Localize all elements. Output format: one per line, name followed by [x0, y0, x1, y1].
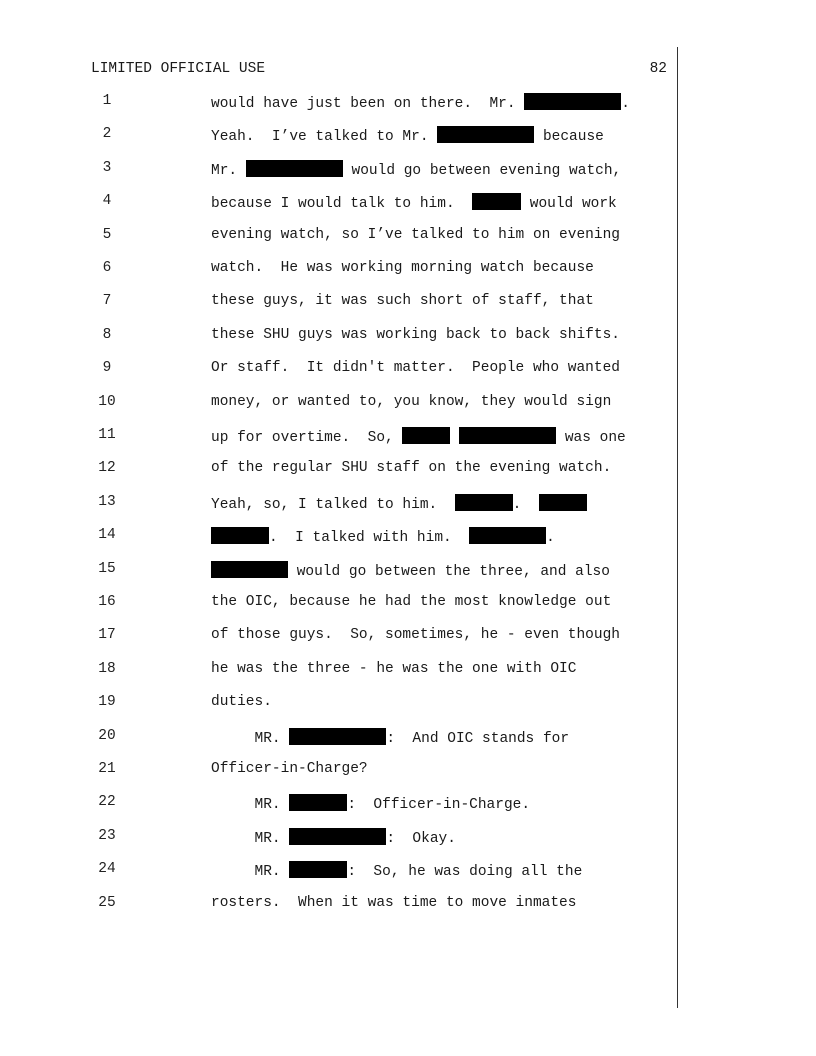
- line-number: 15: [98, 560, 116, 577]
- line-text: [211, 828, 456, 847]
- text-segment: the OIC, because he had the most knowledge out: [211, 594, 612, 610]
- text-segment: : And OIC stands for: [386, 730, 570, 747]
- line-number: 1: [102, 93, 112, 109]
- line-text: [211, 761, 368, 777]
- redaction-box: [469, 527, 546, 544]
- text-segment: MR.: [211, 730, 290, 747]
- transcript-line: [0, 460, 676, 482]
- text-segment: .: [621, 96, 630, 112]
- transcript-line: [0, 193, 676, 215]
- text-segment: Mr.: [211, 162, 246, 179]
- line-text: [211, 160, 621, 179]
- line-text: [211, 293, 594, 309]
- line-text: [211, 728, 569, 747]
- line-text: [211, 694, 272, 710]
- text-segment: evening watch, so I’ve talked to him on evening: [211, 226, 620, 243]
- transcript-line: [0, 293, 676, 315]
- line-number: 5: [102, 226, 112, 243]
- transcript-line: [0, 895, 676, 917]
- line-number: 3: [102, 159, 112, 176]
- redaction-box: [211, 527, 269, 544]
- line-text: [211, 394, 611, 410]
- transcript-line: [0, 427, 676, 449]
- text-segment: MR.: [211, 864, 290, 881]
- line-text: [211, 494, 587, 513]
- line-number: 13: [98, 493, 116, 510]
- line-text: [211, 360, 620, 376]
- text-segment: MR.: [211, 797, 290, 814]
- line-number: 10: [98, 393, 116, 410]
- line-text: [211, 460, 611, 476]
- text-segment: these guys, it was such short of staff, that: [211, 293, 594, 310]
- text-segment: rosters. When it was time to move inmates: [211, 894, 577, 911]
- line-number: 18: [98, 660, 116, 677]
- line-number: 14: [98, 527, 116, 544]
- transcript-line: [0, 761, 676, 783]
- text-segment: up for overtime. So,: [211, 430, 403, 446]
- line-text: [211, 527, 555, 546]
- text-segment: because I would talk to him.: [211, 196, 473, 213]
- line-number: 22: [98, 794, 116, 811]
- line-text: [211, 594, 611, 610]
- line-text: [211, 627, 620, 643]
- text-segment: watch. He was working morning watch because: [211, 260, 594, 276]
- transcript-line: [0, 360, 676, 382]
- text-segment: Officer-in-Charge?: [211, 761, 368, 777]
- transcript-line: [0, 861, 676, 883]
- line-text: [211, 661, 576, 677]
- transcript-line: [0, 394, 676, 416]
- text-segment: Yeah. I’ve talked to Mr.: [211, 129, 438, 146]
- text-segment: would work: [521, 196, 617, 213]
- transcript-line: [0, 794, 676, 816]
- line-number: 4: [102, 193, 112, 210]
- text-segment: of those guys. So, sometimes, he - even though: [211, 627, 620, 644]
- line-number: 19: [98, 694, 116, 711]
- text-segment: would go between evening watch,: [342, 162, 622, 179]
- line-number: 21: [98, 761, 116, 777]
- line-text: [211, 561, 610, 580]
- text-segment: of the regular SHU staff on the evening watch.: [211, 460, 612, 477]
- line-text: [211, 895, 576, 911]
- redaction-box: [289, 794, 347, 811]
- redaction-box: [455, 494, 513, 511]
- text-segment: these SHU guys was working back to back shifts.: [211, 326, 620, 343]
- line-text: [211, 193, 617, 212]
- page-number: 82: [649, 61, 667, 77]
- right-margin-rule: [677, 47, 678, 1008]
- header-classification: LIMITED OFFICIAL USE: [91, 61, 266, 77]
- redaction-box: [472, 193, 521, 210]
- text-segment: he was the three - he was the one with OIC: [211, 660, 577, 677]
- text-segment: . I talked with him.: [269, 530, 470, 547]
- text-segment: .: [512, 496, 539, 513]
- text-segment: [450, 430, 459, 446]
- line-number: 24: [98, 861, 116, 878]
- redaction-box: [437, 126, 534, 143]
- redaction-box: [402, 427, 450, 444]
- text-segment: Or staff. It didn't matter. People who wanted: [211, 360, 620, 377]
- line-text: [211, 93, 630, 112]
- line-text: [211, 126, 604, 145]
- transcript-line: [0, 527, 676, 549]
- text-segment: .: [546, 530, 555, 547]
- redaction-box: [289, 828, 386, 845]
- text-segment: Yeah, so, I talked to him.: [211, 496, 455, 513]
- transcript-line: [0, 627, 676, 649]
- line-text: [211, 260, 594, 276]
- line-number: 12: [98, 460, 116, 477]
- transcript-line: [0, 260, 676, 282]
- line-text: [211, 861, 582, 880]
- line-number: 6: [102, 260, 112, 276]
- redaction-box: [246, 160, 343, 177]
- text-segment: money, or wanted to, you know, they would sign: [211, 393, 612, 410]
- transcript-line: [0, 160, 676, 182]
- redaction-box: [524, 93, 621, 110]
- line-number: 25: [98, 894, 116, 911]
- text-segment: duties.: [211, 694, 272, 711]
- line-number: 2: [102, 126, 112, 143]
- line-number: 8: [102, 326, 112, 343]
- transcript-line: [0, 694, 676, 716]
- text-segment: was one: [556, 430, 626, 446]
- transcript-line: [0, 561, 676, 583]
- transcript-line: [0, 661, 676, 683]
- line-text: [211, 794, 530, 813]
- transcript-line: [0, 93, 676, 115]
- line-number: 16: [98, 594, 116, 610]
- text-segment: : Officer-in-Charge.: [347, 797, 531, 814]
- transcript-line: [0, 728, 676, 750]
- transcript-line: [0, 227, 676, 249]
- transcript-line: [0, 594, 676, 616]
- line-number: 9: [102, 360, 112, 377]
- text-segment: : Okay.: [386, 830, 456, 847]
- redaction-box: [539, 494, 587, 511]
- line-number: 20: [98, 727, 116, 744]
- line-number: 23: [98, 827, 116, 844]
- transcript-line: [0, 828, 676, 850]
- text-segment: would go between the three, and also: [288, 563, 610, 580]
- transcript-line: [0, 126, 676, 148]
- redaction-box: [289, 728, 386, 745]
- text-segment: would have just been on there. Mr.: [211, 96, 525, 112]
- transcript-line: [0, 494, 676, 516]
- text-segment: because: [534, 129, 604, 146]
- text-segment: MR.: [211, 830, 290, 847]
- transcript-line: [0, 327, 676, 349]
- line-number: 11: [98, 427, 116, 443]
- redaction-box: [459, 427, 556, 444]
- line-number: 7: [102, 293, 112, 310]
- line-number: 17: [98, 627, 116, 644]
- line-text: [211, 427, 626, 446]
- line-text: [211, 327, 620, 343]
- line-text: [211, 227, 620, 243]
- redaction-box: [211, 561, 288, 578]
- text-segment: : So, he was doing all the: [347, 864, 583, 881]
- redaction-box: [289, 861, 347, 878]
